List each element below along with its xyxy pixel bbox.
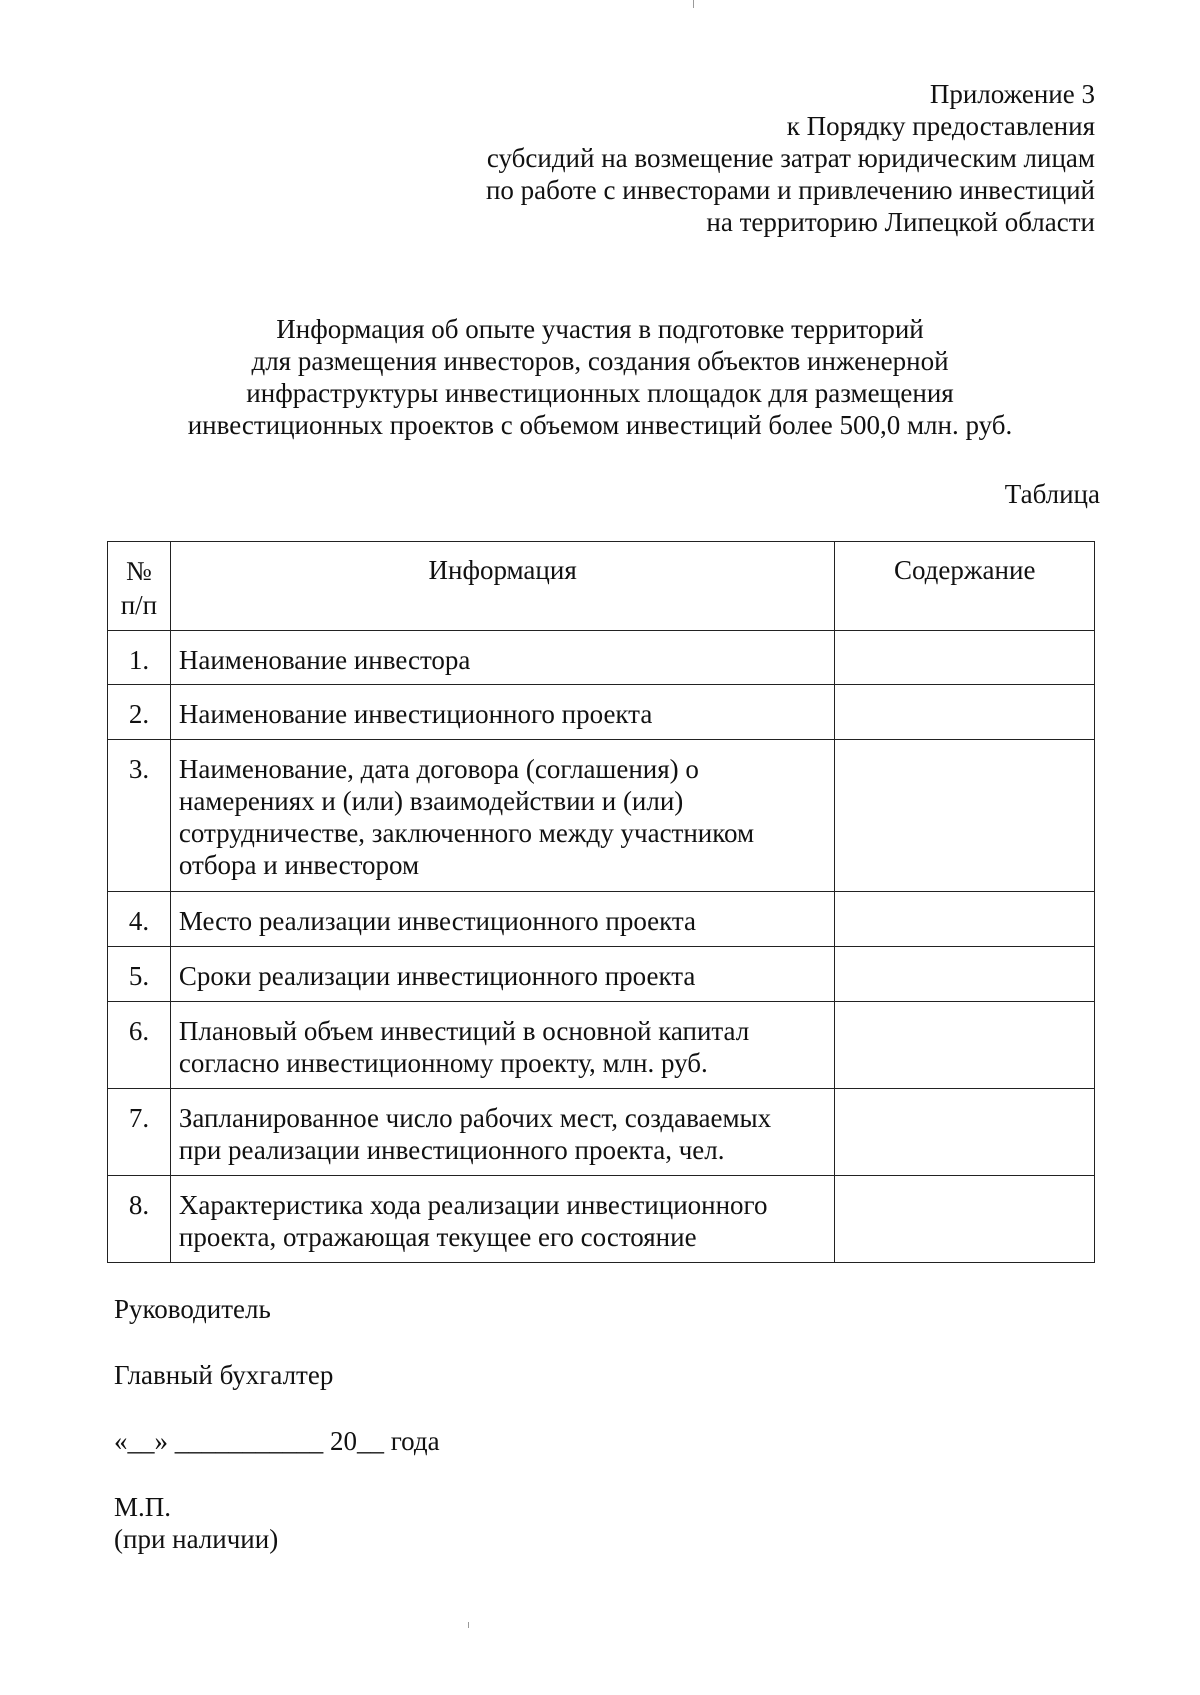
row-number: 4. <box>108 892 171 947</box>
row-content <box>835 1002 1095 1089</box>
table-header-row <box>108 542 1095 631</box>
row-info-line: при реализации инвестиционного проекта, чел. <box>178 1135 725 1165</box>
row-info-line: Плановый объем инвестиций в основной капитал <box>178 1016 750 1046</box>
appendix-line: субсидий на возмещение затрат юридическим лицам <box>486 143 1095 173</box>
row-info-line: проекта, отражающая текущее его состояние <box>178 1222 697 1252</box>
stamp-note: (при наличии) <box>114 1524 279 1554</box>
header-num-label: п/п <box>120 590 158 620</box>
stamp-label: М.П. <box>114 1492 172 1522</box>
header-info: Информация <box>170 542 835 631</box>
scan-mark-bottom <box>468 1622 469 1628</box>
row-content <box>835 892 1095 947</box>
row-info <box>170 1089 835 1176</box>
appendix-line: Приложение 3 <box>929 79 1095 109</box>
information-table <box>107 541 1095 1263</box>
row-info <box>170 740 835 892</box>
document-title <box>100 313 1100 441</box>
appendix-line: к Порядку предоставления <box>786 111 1095 141</box>
row-info-line: Характеристика хода реализации инвестиционного <box>178 1190 768 1220</box>
row-info-line: отбора и инвестором <box>178 850 420 880</box>
header-num <box>108 542 171 631</box>
title-line: Информация об опыте участия в подготовке территорий <box>276 314 924 344</box>
signature-head: Руководитель <box>114 1294 271 1324</box>
row-info-line: Наименование, дата договора (соглашения) о <box>178 754 699 784</box>
table-row <box>108 892 1095 947</box>
scan-mark-top <box>693 0 694 8</box>
title-line: инвестиционных проектов с объемом инвестиций более 500,0 млн. руб. <box>187 410 1013 440</box>
row-info: Место реализации инвестиционного проекта <box>170 892 835 947</box>
table-caption: Таблица <box>1004 479 1100 509</box>
row-info: Наименование инвестиционного проекта <box>170 685 835 740</box>
appendix-header <box>375 78 1095 238</box>
row-content <box>835 947 1095 1002</box>
row-content <box>835 740 1095 892</box>
table-row <box>108 685 1095 740</box>
row-number: 5. <box>108 947 171 1002</box>
row-info-line: сотрудничестве, заключенного между участником <box>178 818 755 848</box>
row-info-line: согласно инвестиционному проекту, млн. руб. <box>178 1048 708 1078</box>
signature-accountant: Главный бухгалтер <box>114 1360 334 1390</box>
table-row <box>108 1002 1095 1089</box>
row-info <box>170 1002 835 1089</box>
appendix-line: по работе с инвесторами и привлечению инвестиций <box>485 175 1095 205</box>
row-info: Сроки реализации инвестиционного проекта <box>170 947 835 1002</box>
row-number: 2. <box>108 685 171 740</box>
table-row <box>108 1176 1095 1263</box>
row-number: 6. <box>108 1002 171 1089</box>
table-row <box>108 947 1095 1002</box>
row-number: 3. <box>108 740 171 892</box>
header-num-symbol: № <box>126 556 152 586</box>
row-info-line: Запланированное число рабочих мест, создаваемых <box>178 1103 772 1133</box>
row-content <box>835 1176 1095 1263</box>
header-content: Содержание <box>835 542 1095 631</box>
table-row <box>108 631 1095 685</box>
row-info: Наименование инвестора <box>170 631 835 685</box>
row-content <box>835 1089 1095 1176</box>
appendix-line: на территорию Липецкой области <box>706 207 1095 237</box>
signature-date-line: «__» ___________ 20__ года <box>114 1426 440 1456</box>
row-content <box>835 685 1095 740</box>
row-number: 1. <box>108 631 171 685</box>
row-number: 8. <box>108 1176 171 1263</box>
row-info-line: намерениях и (или) взаимодействии и (или) <box>178 786 684 816</box>
title-line: для размещения инвесторов, создания объектов инженерной <box>251 346 949 376</box>
table-row <box>108 1089 1095 1176</box>
row-number: 7. <box>108 1089 171 1176</box>
title-line: инфраструктуры инвестиционных площадок для размещения <box>246 378 954 408</box>
row-content <box>835 631 1095 685</box>
row-info <box>170 1176 835 1263</box>
table-row <box>108 740 1095 892</box>
